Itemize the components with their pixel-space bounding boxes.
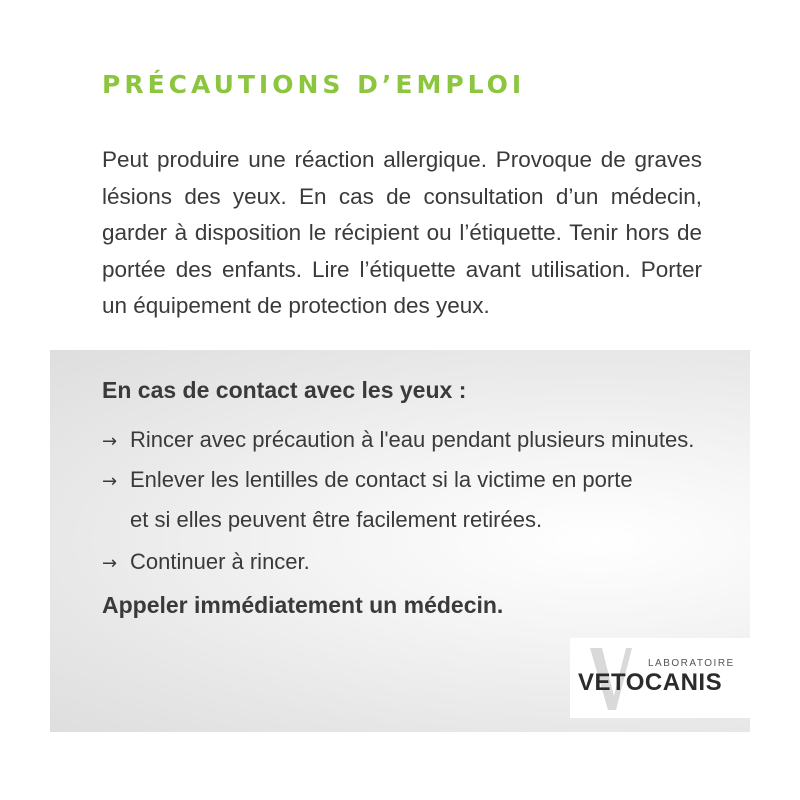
eye-contact-heading: En cas de contact avec les yeux :: [102, 377, 467, 403]
step-text: Continuer à rincer.: [130, 549, 310, 574]
vetocanis-logo: [570, 638, 750, 718]
arrow-right-icon: →: [102, 431, 118, 452]
step-text: Enlever les lentilles de contact si la victime en porte: [130, 467, 633, 492]
step-item: [102, 461, 633, 539]
step-text-continued: et si elles peuvent être facilement retirées.: [130, 507, 543, 532]
precautions-text: Peut produire une réaction allergique. Provoque de graves lésions des yeux. En cas de consultation d’un médecin, garder à disposition le récipient ou l’étiquette. Tenir hors de portée des enfants. Lire l’étiquette avant utilisation. Porter un équipement de protection des yeux.: [102, 147, 702, 318]
logo-subtitle: LABORATOIRE: [648, 658, 735, 669]
step-text: Rincer avec précaution à l'eau pendant plusieurs minutes.: [130, 427, 695, 452]
arrow-right-icon: →: [102, 471, 118, 492]
page-title: PRÉCAUTIONS D’EMPLOI: [102, 70, 526, 99]
step-item: [102, 421, 694, 461]
logo-name: VETOCANIS: [578, 669, 723, 696]
arrow-right-icon: →: [102, 553, 118, 574]
step-item: [102, 543, 310, 583]
call-doctor-text: Appeler immédiatement un médecin.: [102, 592, 504, 618]
eye-contact-panel: [50, 350, 750, 732]
